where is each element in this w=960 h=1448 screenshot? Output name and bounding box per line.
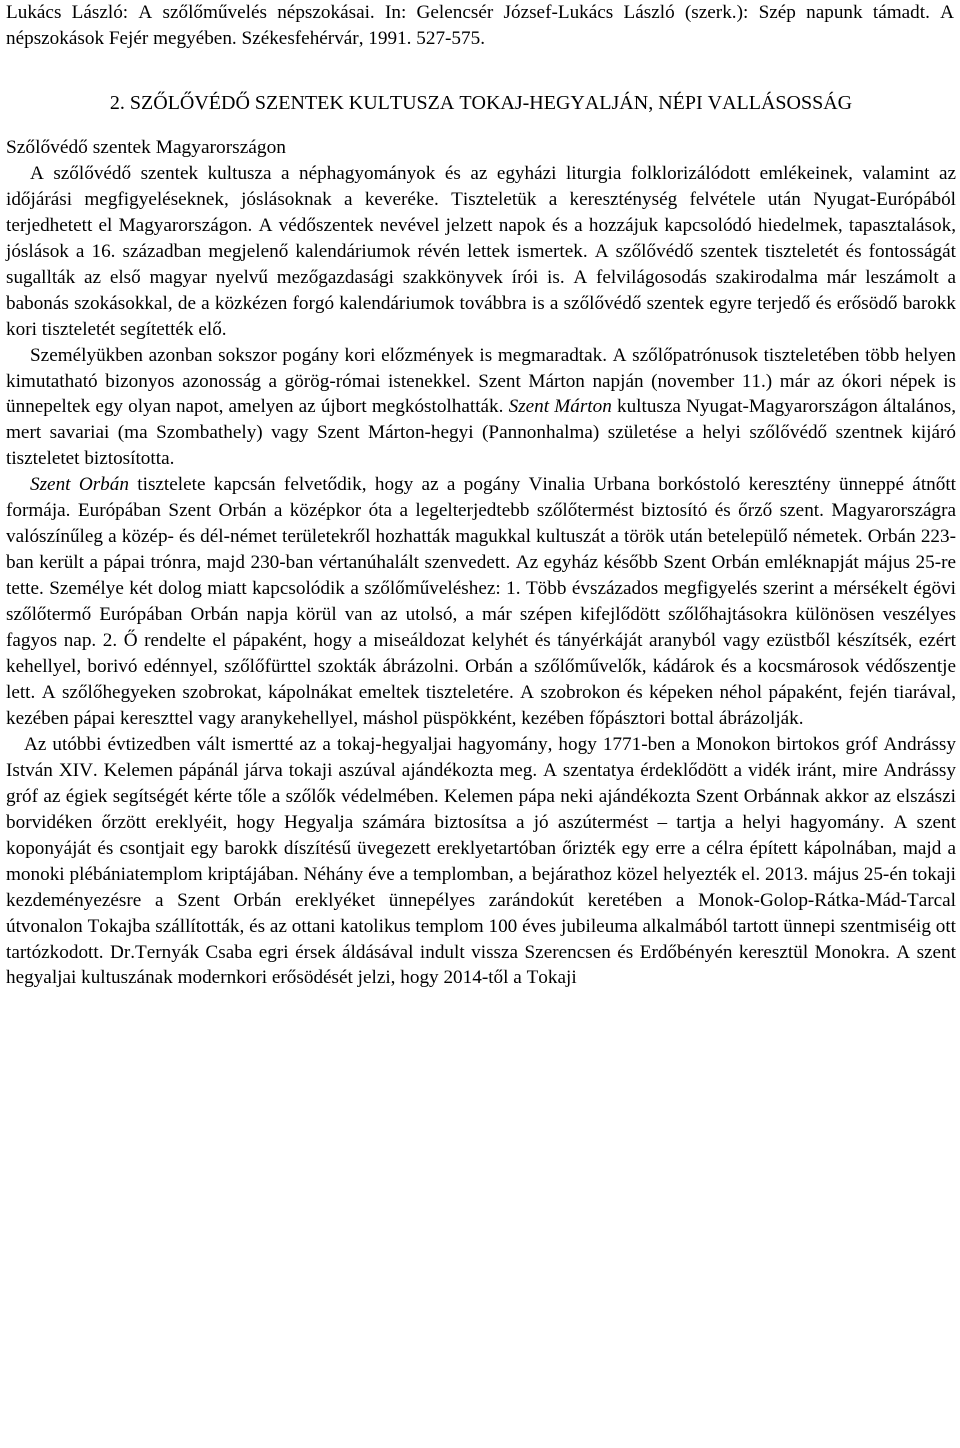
chapter-title bbox=[6, 89, 956, 117]
paragraph-3 bbox=[6, 472, 956, 732]
document-page bbox=[6, 0, 956, 991]
bibliographic-citation: Lukács László: A szőlőművelés népszokásai. In: Gelencsér József-Lukács László (szerk.): Szép napunk támadt. A népszokások Fejér megyében. Székesfehérvár, 1991. 527-575. bbox=[6, 2, 954, 49]
saint-urban-italic: Szent Orbán bbox=[30, 474, 129, 496]
section-heading: Szőlővédő szentek Magyarországon bbox=[6, 136, 286, 158]
saint-martin-italic: Szent Márton bbox=[508, 396, 612, 418]
chapter-title-text: SZŐLŐVÉDŐ SZENTEK KULTUSZA TOKAJ-HEGYALJÁN, NÉPI VALLÁSOSSÁG bbox=[129, 91, 853, 114]
paragraph-2-text: Személyükben azonban sokszor pogány kori előzmények is megmaradtak. A szőlőpatrónusok tiszteletében több helyen kimutatható bizonyos azonosság a görög-római istenekkel. Szent Márton napján (november 11.) már az ókori népek is ünnepeltek egy olyan napot, amelyen az újbort megkóstolhatták. bbox=[6, 344, 956, 418]
paragraph-2 bbox=[6, 343, 956, 473]
paragraph-2-rest: kultusza Nyugat-Magyarországon általános, mert savariai (ma Szombathely) vagy Szent Márton-hegyi (Pannonhalma) születése a helyi szőlővédő szentnek kijáró tiszteletet biztosította. bbox=[6, 396, 957, 470]
chapter-number: 2. bbox=[109, 91, 125, 114]
paragraph-4: Az utóbbi évtizedben vált ismertté az a tokaj-hegyaljai hagyomány, hogy 1771-ben a Monokon birtokos gróf Andrássy István XIV. Kelemen pápánál járva tokaji aszúval ajándékozta meg. A szentatya érdeklődött a vidék iránt, mire Andrássy gróf az égiek segítségét kérte tőle a szőlők védelmében. Kelemen pápa neki ajándékozta Szent Orbánnak akkor az elszászi borvidéken őrzött ereklyéit, hogy Hegyalja számára biztosítsa a jó aszútermést – tartja a helyi hagyomány. A szent koponyáját és csontjait egy barokk díszítésű üvegezett ereklyetartóban őrizték egy erre a célra épített kápolnában, majd a monoki plébániatemplom kriptájában. Néhány éve a templomban, a bejárathoz közel helyezték el. 2013. május 25-én tokaji kezdeményezésre a Szent Orbán ereklyéket ünnepélyes zarándokút keretében a Monok-Golop-Rátka-Mád-Tarcal útvonalon Tokajba szállították, és az ottani katolikus templom 100 éves jubileuma alkalmából tartott ünnepi szentmiséig ott tartózkodott. Dr.Ternyák Csaba egri érsek áldásával indult vissza Szerencsen és Erdőbényén keresztül Monokra. A szent hegyaljai kultuszának modernkori erősödését jelzi, hogy 2014-től a Tokaji bbox=[6, 733, 956, 989]
paragraph-1: A szőlővédő szentek kultusza a néphagyományok és az egyházi liturgia folklorizálódott emlékeinek, valamint az időjárási megfigyeléseknek, jóslásoknak a keveréke. Tiszteletük a kereszténység felvétele után Nyugat-Európából terjedhetett el Magyarországon. A védőszentek nevével jelzett napok és a hozzájuk kapcsolódó hiedelmek, tapasztalások, jóslások a 16. században megjelenő kalendáriumok révén lettek ismertek. A szőlővédő szentek tiszteletét és fontosságát sugallták az első magyar nyelvű mezőgazdasági szakkönyvek írói is. A felvilágosodás szakirodalma már leszámolt a babonás szokásokkal, de a közkézen forgó kalendáriumok továbbra is a szőlővédő szentek egyre terjedő és erősödő barokk kori tiszteletét segítették elő. bbox=[6, 162, 956, 340]
paragraph-3-rest: tisztelete kapcsán felvetődik, hogy az a pogány Vinalia Urbana borkóstoló keresztény ünneppé átnőtt formája. Európában Szent Orbán a középkor óta a legelterjedtebb szőlőtermést biztosító és őrző szent. Magyarországra valószínűleg a közép- és dél-német területekről hozhatták magukkal kultuszát a török után betelepülő németek. Orbán 223-ban került a pápai trónra, majd 230-ban vértanúhalált szenvedett. Az egyház később Szent Orbán emléknapját május 25-re tette. Személye két dolog miatt kapcsolódik a szőlőműveléshez: 1. Több évszázados megfigyelés szerint a mérsékelt égövi szőlőtermő Európában Orbán napja körül van az utolsó, a már szépen kifejlődött szőlőhajtásokra különösen veszélyes fagyos nap. 2. Ő rendelte el pápaként, hogy a miseáldozat kelyhét és tányérkáját aranyból vagy ezüstből készítsék, ezért kehellyel, borivó edénnyel, szőlőfürttel szokták ábrázolni. Orbán a szőlőművelők, kádárok és a kocsmárosok védőszentje lett. A szőlőhegyeken szobrokat, kápolnákat emeltek tiszteletére. A szobrokon és képeken néhol pápaként, fején tiarával, kezében pápai kereszttel vagy aranykehellyel, máshol püspökként, kezében főpásztori bottal ábrázolják. bbox=[6, 474, 956, 729]
